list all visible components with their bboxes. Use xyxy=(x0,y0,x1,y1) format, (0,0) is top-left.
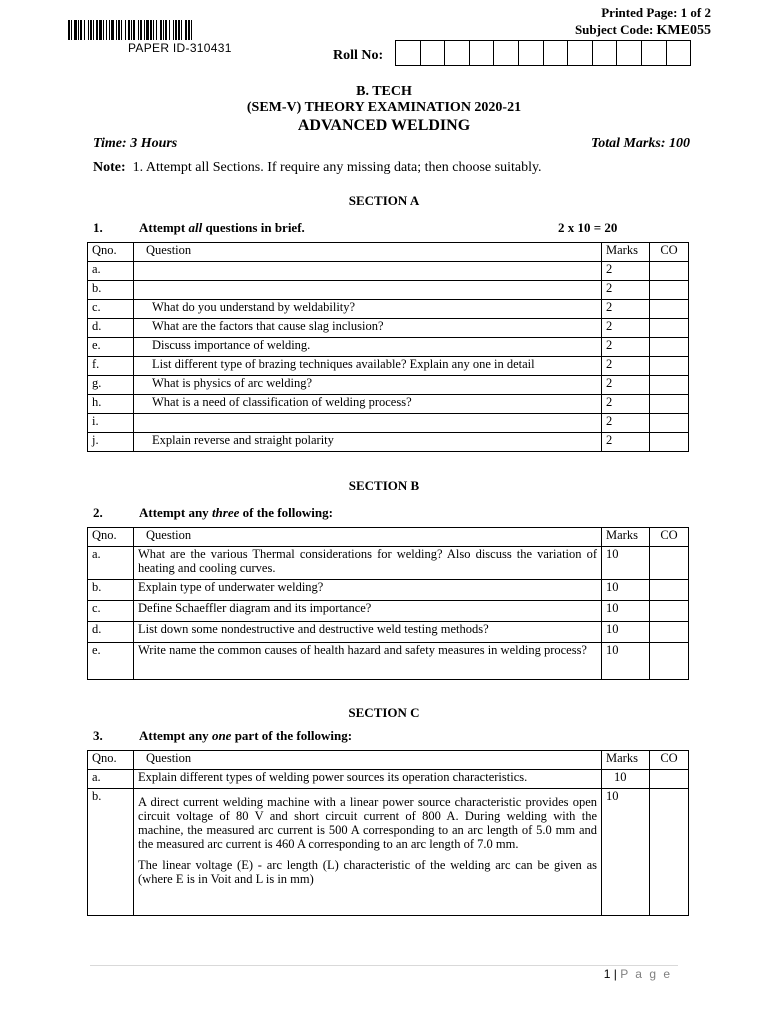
row-qno: f. xyxy=(88,357,134,376)
section-a-marks: 2 x 10 = 20 xyxy=(558,220,618,235)
row-question xyxy=(134,789,602,916)
row-co xyxy=(650,580,689,601)
table-row xyxy=(88,580,689,601)
row-qno: i. xyxy=(88,414,134,433)
row-co xyxy=(650,770,689,789)
paper-id: PAPER ID-310431 xyxy=(128,41,232,55)
table-row xyxy=(88,770,689,789)
row-question: Write name the common causes of health hazard and safety measures in welding process? xyxy=(134,643,602,680)
row-question: What is a need of classification of welding process? xyxy=(134,395,602,414)
row-qno: c. xyxy=(88,601,134,622)
table-row xyxy=(88,789,689,916)
row-marks: 2 xyxy=(602,414,650,433)
footer-divider xyxy=(90,965,678,966)
row-co xyxy=(650,281,689,300)
note-text: 1. Attempt all Sections. If require any missing data; then choose suitably. xyxy=(132,160,542,175)
question-paragraph: A direct current welding machine with a linear power source characteristic provides open circuit voltage of 80 V and short circuit current of 800 A. During welding with the machine, the measured arc current is 500 A corresponding to an arc length of 5.0 mm and the measured arc current is 460 A corresponding to an arc length of 7.0 mm. xyxy=(138,795,597,851)
row-co xyxy=(650,433,689,452)
time-allowed: Time: 3 Hours xyxy=(93,136,178,151)
roll-no-box[interactable] xyxy=(568,40,593,66)
table-row xyxy=(88,319,689,338)
row-qno: a. xyxy=(88,262,134,281)
row-question: Explain type of underwater welding? xyxy=(134,580,602,601)
row-qno: a. xyxy=(88,547,134,580)
row-question: Define Schaeffler diagram and its importance? xyxy=(134,601,602,622)
row-co xyxy=(650,300,689,319)
header-co: CO xyxy=(650,243,689,262)
table-row xyxy=(88,357,689,376)
footer-separator: | xyxy=(610,967,621,981)
printed-page xyxy=(601,5,711,21)
row-question xyxy=(134,281,602,300)
footer-page-number: 1 xyxy=(603,967,611,981)
row-question: List down some nondestructive and destructive weld testing methods? xyxy=(134,622,602,643)
row-co xyxy=(650,319,689,338)
section-a-title: SECTION A xyxy=(348,193,420,208)
table-row xyxy=(88,433,689,452)
section-c-instruction: Attempt any one part of the following: xyxy=(139,728,353,743)
header-marks: Marks xyxy=(602,528,650,547)
header-question: Question xyxy=(134,528,602,547)
row-marks: 2 xyxy=(602,338,650,357)
roll-no-box[interactable] xyxy=(617,40,642,66)
subject-code-value: KME055 xyxy=(656,23,711,38)
row-marks: 2 xyxy=(602,376,650,395)
table-row xyxy=(88,300,689,319)
row-marks: 2 xyxy=(602,395,650,414)
roll-no-box[interactable] xyxy=(667,40,692,66)
row-question: What are the various Thermal considerations for welding? Also discuss the variation of heating and cooling curves. xyxy=(134,547,602,580)
row-question: What is physics of arc welding? xyxy=(134,376,602,395)
row-marks: 10 xyxy=(602,789,650,916)
row-qno: b. xyxy=(88,789,134,916)
roll-no-box[interactable] xyxy=(544,40,569,66)
section-a-table xyxy=(87,242,689,452)
table-row xyxy=(88,376,689,395)
roll-no-box[interactable] xyxy=(593,40,618,66)
row-marks: 10 xyxy=(602,622,650,643)
row-co xyxy=(650,414,689,433)
row-marks: 2 xyxy=(602,262,650,281)
row-qno: j. xyxy=(88,433,134,452)
subject-code-label: Subject Code: xyxy=(574,22,654,37)
row-marks: 10 xyxy=(602,770,650,789)
row-marks: 2 xyxy=(602,357,650,376)
row-qno: e. xyxy=(88,338,134,357)
header-marks: Marks xyxy=(602,751,650,770)
section-a-instruction: Attempt all questions in brief. xyxy=(139,220,305,235)
header-qno: Qno. xyxy=(88,528,134,547)
header-co: CO xyxy=(650,751,689,770)
section-b-instruction: Attempt any three of the following: xyxy=(139,505,333,520)
row-co xyxy=(650,601,689,622)
note xyxy=(93,160,542,176)
row-qno: b. xyxy=(88,580,134,601)
header-question: Question xyxy=(134,751,602,770)
printed-page-value: 1 of 2 xyxy=(680,5,711,20)
table-row xyxy=(88,643,689,680)
roll-no-boxes[interactable] xyxy=(395,40,691,66)
footer-page-label: P a g e xyxy=(620,967,672,981)
printed-page-label: Printed Page: xyxy=(601,5,678,20)
table-row xyxy=(88,262,689,281)
row-co xyxy=(650,547,689,580)
row-co xyxy=(650,395,689,414)
row-qno: e. xyxy=(88,643,134,680)
table-row xyxy=(88,395,689,414)
header-question: Question xyxy=(134,243,602,262)
row-co xyxy=(650,643,689,680)
barcode xyxy=(68,20,296,40)
section-a-number: 1. xyxy=(93,220,103,235)
roll-no-box[interactable] xyxy=(519,40,544,66)
row-qno: a. xyxy=(88,770,134,789)
row-marks: 2 xyxy=(602,433,650,452)
row-question xyxy=(134,262,602,281)
table-row xyxy=(88,622,689,643)
row-marks: 10 xyxy=(602,601,650,622)
row-question xyxy=(134,414,602,433)
row-co xyxy=(650,338,689,357)
row-question: Explain different types of welding power sources its operation characteristics. xyxy=(134,770,602,789)
row-qno: g. xyxy=(88,376,134,395)
row-question: Explain reverse and straight polarity xyxy=(134,433,602,452)
row-qno: d. xyxy=(88,622,134,643)
row-qno: c. xyxy=(88,300,134,319)
row-marks: 10 xyxy=(602,580,650,601)
row-qno: b. xyxy=(88,281,134,300)
row-question: Discuss importance of welding. xyxy=(134,338,602,357)
row-co xyxy=(650,376,689,395)
section-b-title: SECTION B xyxy=(348,478,420,493)
roll-no-label: Roll No: xyxy=(333,48,384,63)
section-b-number: 2. xyxy=(93,505,103,520)
section-c-table xyxy=(87,750,689,916)
row-question: What are the factors that cause slag inclusion? xyxy=(134,319,602,338)
table-row xyxy=(88,338,689,357)
page-footer xyxy=(604,967,672,981)
row-qno: d. xyxy=(88,319,134,338)
table-header-row xyxy=(88,243,689,262)
note-label: Note: xyxy=(93,160,126,175)
table-header-row xyxy=(88,751,689,770)
header-qno: Qno. xyxy=(88,243,134,262)
row-marks: 10 xyxy=(602,547,650,580)
section-b-table xyxy=(87,527,689,680)
table-row xyxy=(88,281,689,300)
roll-no-box[interactable] xyxy=(421,40,446,66)
section-c-title: SECTION C xyxy=(348,705,420,720)
barcode-bar xyxy=(192,20,194,40)
degree-title: B. TECH xyxy=(356,84,412,99)
total-marks: Total Marks: 100 xyxy=(590,136,690,151)
header-marks: Marks xyxy=(602,243,650,262)
roll-no-box[interactable] xyxy=(494,40,519,66)
row-marks: 2 xyxy=(602,281,650,300)
subject-title: ADVANCED WELDING xyxy=(297,117,471,134)
table-row xyxy=(88,414,689,433)
exam-title: (SEM-V) THEORY EXAMINATION 2020-21 xyxy=(246,100,522,115)
row-co xyxy=(650,357,689,376)
roll-no-box[interactable] xyxy=(642,40,667,66)
row-co xyxy=(650,262,689,281)
subject-code xyxy=(575,22,711,39)
row-co xyxy=(650,622,689,643)
row-co xyxy=(650,789,689,916)
row-marks: 10 xyxy=(602,643,650,680)
table-header-row xyxy=(88,528,689,547)
header-co: CO xyxy=(650,528,689,547)
row-question: What do you understand by weldability? xyxy=(134,300,602,319)
roll-no-box[interactable] xyxy=(470,40,495,66)
section-c-number: 3. xyxy=(93,728,103,743)
table-row xyxy=(88,601,689,622)
question-paragraph: The linear voltage (E) - arc length (L) characteristic of the welding arc can be given as (where E is in Voit and L is in mm) xyxy=(138,858,597,886)
row-qno: h. xyxy=(88,395,134,414)
roll-no-box[interactable] xyxy=(396,40,421,66)
row-marks: 2 xyxy=(602,300,650,319)
table-row xyxy=(88,547,689,580)
row-marks: 2 xyxy=(602,319,650,338)
roll-no-box[interactable] xyxy=(445,40,470,66)
header-qno: Qno. xyxy=(88,751,134,770)
row-question: List different type of brazing techniques available? Explain any one in detail xyxy=(134,357,602,376)
